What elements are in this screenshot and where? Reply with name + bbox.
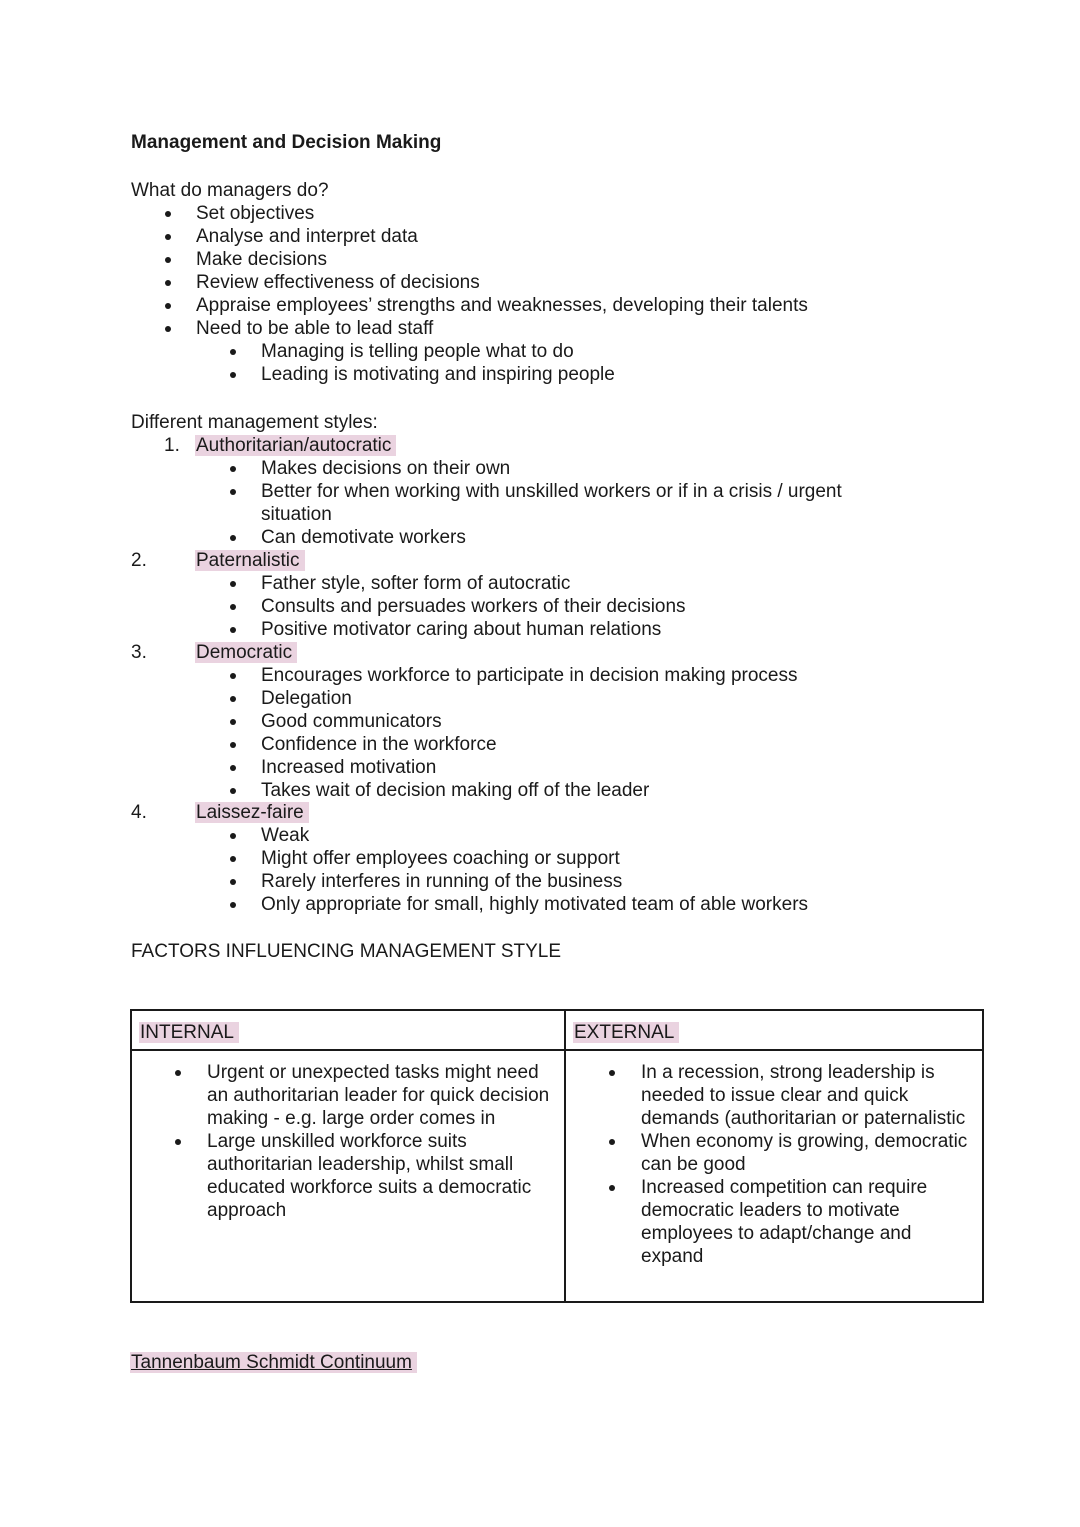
bullet-icon: [230, 581, 236, 587]
bullet-icon: [165, 303, 171, 309]
internal-item: Large unskilled workforce suits authoritarian leadership, whilst small educated workforce suits a democratic approach: [140, 1130, 556, 1222]
style-name-authoritarian: Authoritarian/autocratic: [195, 435, 396, 456]
bullet-icon: [230, 856, 236, 862]
style-number: 1.: [164, 435, 180, 456]
style-point: Positive motivator caring about human relations: [261, 619, 662, 640]
internal-cell: [131, 1050, 565, 1302]
section-heading-styles: Different management styles:: [131, 412, 378, 433]
bullet-icon: [230, 879, 236, 885]
list-item: Set objectives: [196, 203, 315, 224]
bullet-icon: [165, 257, 171, 263]
bullet-icon: [230, 902, 236, 908]
style-point: Encourages workforce to participate in decision making process: [261, 665, 798, 686]
bullet-icon: [165, 211, 171, 217]
bullet-icon: [165, 326, 171, 332]
bullet-icon: [230, 788, 236, 794]
bullet-icon: [165, 280, 171, 286]
bullet-icon: [230, 604, 236, 610]
style-number: 3.: [131, 642, 147, 663]
style-point: Good communicators: [261, 711, 442, 732]
list-item: Analyse and interpret data: [196, 226, 418, 247]
bullet-icon: [230, 372, 236, 378]
list-item: Need to be able to lead staff: [196, 318, 434, 339]
bullet-icon: [230, 696, 236, 702]
internal-header-cell: [131, 1010, 565, 1050]
bullet-icon: [230, 489, 236, 495]
list-item: Review effectiveness of decisions: [196, 272, 480, 293]
continuum-heading: Tannenbaum Schmidt Continuum: [130, 1352, 417, 1373]
style-point: Better for when working with unskilled workers or if in a crisis / urgent: [261, 481, 842, 502]
factors-heading: FACTORS INFLUENCING MANAGEMENT STYLE: [131, 941, 562, 962]
style-number: 4.: [131, 802, 147, 823]
sub-list-item: Managing is telling people what to do: [261, 341, 574, 362]
style-name-democratic: Democratic: [195, 642, 297, 663]
style-point-continued: situation: [261, 504, 332, 525]
internal-list: [140, 1061, 556, 1222]
bullet-icon: [165, 234, 171, 240]
external-item: Increased competition can require democratic leaders to motivate employees to adapt/change and expand: [574, 1176, 974, 1268]
document-title: Management and Decision Making: [131, 132, 442, 153]
style-point: Delegation: [261, 688, 352, 709]
style-name-laissez-faire: Laissez-faire: [195, 802, 309, 823]
style-point: Confidence in the workforce: [261, 734, 497, 755]
bullet-icon: [230, 535, 236, 541]
list-item: Appraise employees’ strengths and weaknesses, developing their talents: [196, 295, 808, 316]
internal-header: INTERNAL: [139, 1022, 239, 1043]
style-point: Can demotivate workers: [261, 527, 466, 548]
external-item: In a recession, strong leadership is needed to issue clear and quick demands (authoritarian or paternalistic: [574, 1061, 974, 1130]
bullet-icon: [230, 466, 236, 472]
style-point: Might offer employees coaching or support: [261, 848, 620, 869]
external-list: [574, 1061, 974, 1268]
bullet-icon: [230, 627, 236, 633]
bullet-icon: [230, 765, 236, 771]
style-point: Increased motivation: [261, 757, 437, 778]
bullet-icon: [230, 349, 236, 355]
factors-table: [130, 1009, 984, 1303]
table-header-row: [131, 1010, 983, 1050]
style-point: Rarely interferes in running of the business: [261, 871, 623, 892]
table-row: [131, 1050, 983, 1302]
bullet-icon: [230, 719, 236, 725]
bullet-icon: [230, 833, 236, 839]
bullet-icon: [230, 673, 236, 679]
internal-item: Urgent or unexpected tasks might need an authoritarian leader for quick decision making - e.g. large order comes in: [140, 1061, 556, 1130]
style-name-paternalistic: Paternalistic: [195, 550, 305, 571]
bullet-icon: [230, 742, 236, 748]
style-point: Weak: [261, 825, 310, 846]
style-point: Makes decisions on their own: [261, 458, 511, 479]
sub-list-item: Leading is motivating and inspiring people: [261, 364, 615, 385]
style-point: Only appropriate for small, highly motivated team of able workers: [261, 894, 809, 915]
list-item: Make decisions: [196, 249, 327, 270]
external-header-cell: [565, 1010, 983, 1050]
style-point: Father style, softer form of autocratic: [261, 573, 571, 594]
section-heading-managers: What do managers do?: [131, 180, 329, 201]
external-header: EXTERNAL: [573, 1022, 679, 1043]
style-point: Consults and persuades workers of their decisions: [261, 596, 686, 617]
style-point: Takes wait of decision making off of the leader: [261, 780, 650, 801]
style-number: 2.: [131, 550, 147, 571]
external-item: When economy is growing, democratic can be good: [574, 1130, 974, 1176]
external-cell: [565, 1050, 983, 1302]
